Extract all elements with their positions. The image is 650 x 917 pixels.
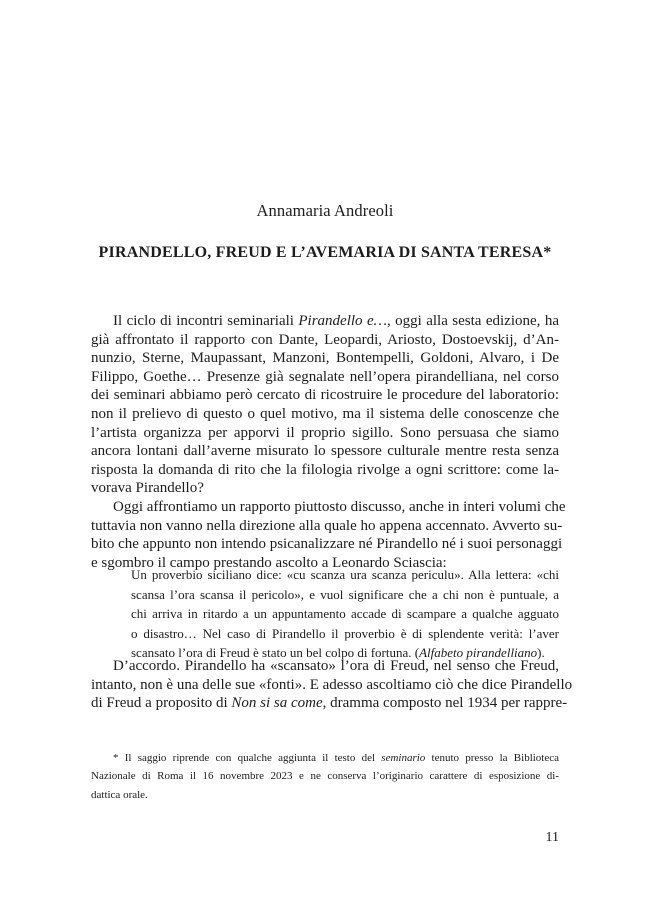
paragraph-line bbox=[91, 694, 568, 713]
footnote-line: dattica orale. bbox=[91, 788, 148, 801]
paragraph-line bbox=[91, 312, 559, 331]
text-span: Il ciclo di incontri seminariali bbox=[113, 313, 299, 329]
paragraph-line: Filippo, Goethe… Presenze già segnalate nell’opera pirandelliana, nel corso bbox=[91, 368, 559, 385]
paragraph-line: l’artista organizza per apporvi il proprio sigillo. Sono persuasa che siamo bbox=[91, 424, 559, 441]
italic-title: Pirandello e… bbox=[298, 313, 387, 329]
paragraph-line: non il prelievo di questo o quel motivo, ma il sistema delle conoscenze che bbox=[91, 405, 559, 422]
footnote-line: Nazionale di Roma il 16 novembre 2023 e ne conserva l’originario carattere di esposizione di- bbox=[91, 770, 559, 783]
author-name: Annamaria Andreoli bbox=[256, 201, 394, 220]
paragraph-line: ancora lontani dall’averne misurato lo spessore culturale mentre resta senza bbox=[91, 443, 559, 460]
paragraph-2 bbox=[91, 498, 566, 572]
chapter-title: PIRANDELLO, FREUD E L’AVEMARIA DI SANTA TERESA* bbox=[98, 244, 552, 261]
quote-line: Un proverbio siciliano dice: «cu scanza ura scanza periculu». Alla lettera: «chi bbox=[131, 567, 559, 582]
paragraph-line: D’accordo. Pirandello ha «scansato» l’ora di Freud, nel senso che Freud, bbox=[113, 658, 559, 674]
quote-line: scansa l’ora scansa il pericolo», e vuol significare che a chi non è puntuale, a bbox=[131, 586, 559, 602]
italic-word: seminario bbox=[381, 752, 426, 764]
quote-line: o disastro… Nel caso di Pirandello il proverbio è di splendente verità: l’aver bbox=[131, 625, 559, 641]
text-span: , dramma composto nel 1934 per rappre- bbox=[322, 695, 568, 712]
footnote-line bbox=[91, 749, 559, 767]
paragraph-3 bbox=[91, 657, 573, 713]
text-span: , oggi alla sesta edizione, ha bbox=[386, 313, 559, 329]
text-span: di Freud a proposito di bbox=[91, 695, 232, 712]
paragraph-line: Oggi affrontiamo un rapporto piuttosto discusso, anche in interi volumi che bbox=[113, 499, 566, 515]
text-span: tenuto presso la Biblioteca bbox=[425, 752, 560, 764]
page-number: 11 bbox=[545, 830, 559, 845]
paragraph-line: risposta la domanda di rito che la filologia rivolge a ogni scrittore: come la- bbox=[91, 461, 559, 478]
italic-title: Alfabeto pirandelliano bbox=[419, 645, 538, 661]
paragraph-line: e sgombro il campo prestando ascolto a Leonardo Sciascia: bbox=[91, 554, 447, 571]
italic-title: Non si sa come bbox=[231, 695, 323, 712]
text-span: ). bbox=[537, 645, 545, 661]
block-quote bbox=[131, 565, 559, 663]
paragraph-line: nunzio, Sterne, Maupassant, Manzoni, Bontempelli, Goldoni, Alvaro, i De bbox=[91, 350, 559, 367]
text-span: * Il saggio riprende con qualche aggiunta il testo del bbox=[113, 752, 382, 764]
paragraph-1 bbox=[91, 312, 559, 498]
paragraph-line: vorava Pirandello? bbox=[91, 480, 204, 497]
paragraph-line: dei seminari abbiamo però cercato di ricostruire le procedure del laboratorio: bbox=[91, 387, 559, 404]
paragraph-line: già affrontato il rapporto con Dante, Leopardi, Ariosto, Dostoevskij, d’An- bbox=[91, 331, 559, 348]
quote-line: chi arriva in ritardo a un appuntamento accade di scampare a qualche agguato bbox=[131, 606, 559, 622]
paragraph-line: bito che appunto non intendo psicanalizzare né Pirandello né i suoi personaggi bbox=[91, 536, 563, 553]
paragraph-line: intanto, non è una delle sue «fonti». E adesso ascoltiamo ciò che dice Pirandello bbox=[91, 676, 573, 693]
footnote bbox=[91, 749, 559, 804]
paragraph-line: tuttavia non vanno nella direzione alla quale ho appena accennato. Avverto su- bbox=[91, 517, 563, 534]
text-span: scansato l’ora di Freud è stato un bel colpo di fortuna. ( bbox=[131, 645, 420, 661]
